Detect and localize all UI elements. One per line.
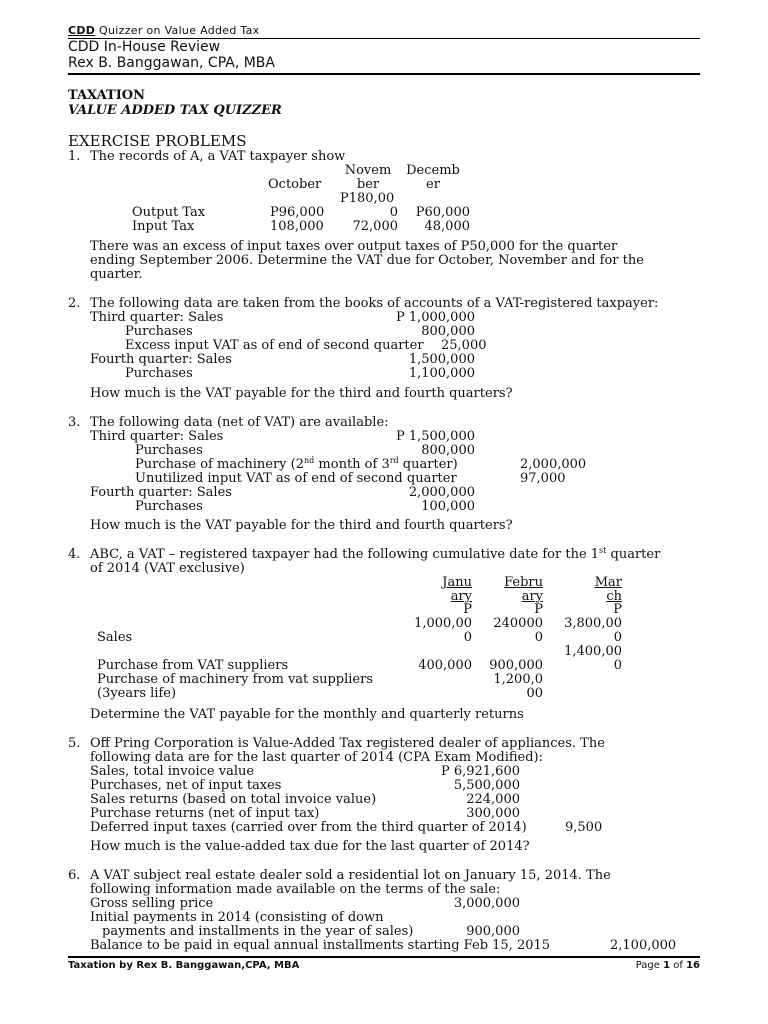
- header-brand: CDD: [68, 24, 96, 37]
- problem-question: Determine the VAT payable for the monthly and quarterly returns: [90, 707, 524, 722]
- col-header-january: Janu: [442, 575, 472, 590]
- cell-value: 0: [613, 658, 622, 673]
- row-label: Purchase of machinery from vat suppliers: [97, 672, 373, 687]
- superscript: st: [599, 546, 607, 555]
- col-header-february: Febru: [504, 575, 543, 590]
- problem-note: ending September 2006. Determine the VAT due for October, November and for the: [90, 253, 644, 268]
- row-label: Balance to be paid in equal annual installments starting Feb 15, 2015: [90, 938, 551, 953]
- row-label: Purchases, net of input taxes: [90, 778, 282, 793]
- row-label-part: quarter): [398, 457, 458, 472]
- cell-value: 400,000: [418, 658, 472, 673]
- row-label: Sales returns (based on total invoice value): [90, 792, 377, 807]
- problem-question: How much is the value-added tax due for the last quarter of 2014?: [90, 839, 530, 854]
- header-line-2: Rex B. Banggawan, CPA, MBA: [68, 55, 275, 71]
- cell-value: 97,000: [520, 471, 566, 486]
- header-rule-thick: [68, 73, 700, 75]
- cell-value: 1,000,00: [414, 616, 472, 631]
- cell-value: 9,500: [565, 820, 603, 835]
- row-label-part: month of 3: [314, 457, 390, 472]
- cell-value: 2,000,000: [408, 485, 475, 500]
- cell-value: 0: [389, 205, 398, 220]
- cell-value: 900,000: [466, 924, 520, 939]
- problem-note: quarter.: [90, 267, 143, 282]
- intro-part: ABC, a VAT – registered taxpayer had the following cumulative date for the 1: [90, 547, 600, 562]
- cell-value: 900,000: [489, 658, 543, 673]
- cell-value: P 6,921,600: [440, 764, 520, 779]
- row-label: Third quarter: Sales: [90, 429, 224, 444]
- cell-value: 1,400,00: [564, 644, 622, 659]
- problem-number: 5.: [68, 736, 81, 751]
- currency-symbol: P: [534, 602, 543, 617]
- cell-value: 3,800,00: [564, 616, 622, 631]
- col-header-march: Mar: [594, 575, 622, 590]
- cell-value: 25,000: [441, 338, 487, 353]
- row-label: Purchases: [135, 499, 203, 514]
- row-label: Output Tax: [132, 205, 206, 220]
- row-label: Gross selling price: [90, 896, 214, 911]
- row-label: payments and installments in the year of sales): [102, 924, 414, 939]
- row-label: Purchases: [125, 324, 193, 339]
- cell-value: 800,000: [421, 324, 475, 339]
- cell-value: 0: [534, 630, 543, 645]
- cell-value: 0: [613, 630, 622, 645]
- problem-intro: The following data (net of VAT) are available:: [90, 415, 389, 430]
- row-label: [135, 458, 458, 472]
- cell-value: 100,000: [421, 499, 475, 514]
- cell-value: P96,000: [270, 205, 325, 220]
- row-label: Purchase from VAT suppliers: [97, 658, 289, 673]
- page-number: [636, 960, 700, 971]
- problem-number: 3.: [68, 415, 81, 430]
- cell-value: 1,200,0: [493, 672, 543, 687]
- problem-intro: A VAT subject real estate dealer sold a residential lot on January 15, 2014. The: [90, 868, 611, 883]
- cell-value: 2,000,000: [520, 457, 587, 472]
- superscript: rd: [389, 456, 399, 465]
- col-header-november: Novem: [344, 163, 392, 178]
- problem-intro: The following data are taken from the books of accounts of a VAT-registered taxpayer:: [90, 296, 659, 311]
- row-label: Sales: [97, 630, 133, 645]
- row-label: Deferred input taxes (carried over from the third quarter of 2014): [90, 820, 527, 835]
- problem-intro: The records of A, a VAT taxpayer show: [90, 149, 346, 164]
- col-header-december: Decemb: [406, 163, 460, 178]
- cell-value: 72,000: [352, 219, 398, 234]
- running-header: [68, 24, 259, 37]
- header-line-1: CDD In-House Review: [68, 39, 221, 55]
- cell-value: 0: [463, 630, 472, 645]
- cell-value: 1,500,000: [408, 352, 475, 367]
- row-label: (3years life): [97, 686, 177, 701]
- col-header-november-2: ber: [356, 177, 380, 192]
- section-title: EXERCISE PROBLEMS: [68, 132, 247, 150]
- currency-symbol: P: [463, 602, 472, 617]
- row-label: Third quarter: Sales: [90, 310, 224, 325]
- cell-value: 5,500,000: [453, 778, 520, 793]
- col-header-february-2: ary: [521, 589, 543, 604]
- row-label: Unutilized input VAT as of end of second quarter: [135, 471, 457, 486]
- cell-value: P 1,000,000: [395, 310, 475, 325]
- cell-value: 3,000,000: [453, 896, 520, 911]
- row-label: Fourth quarter: Sales: [90, 352, 232, 367]
- row-label-part: Purchase of machinery (2: [135, 457, 304, 472]
- cell-value: 00: [526, 686, 543, 701]
- footer-rule: [68, 956, 700, 958]
- cell-value: 300,000: [466, 806, 520, 821]
- problem-number: 4.: [68, 547, 81, 562]
- cell-value: P60,000: [415, 205, 470, 220]
- page-total: 16: [686, 960, 700, 971]
- row-label: Initial payments in 2014 (consisting of down: [90, 910, 384, 925]
- problem-question: How much is the VAT payable for the third and fourth quarters?: [90, 518, 513, 533]
- problem-intro: following information made available on the terms of the sale:: [90, 882, 501, 897]
- cell-value: P180,00: [340, 191, 395, 206]
- problem-question: How much is the VAT payable for the third and fourth quarters?: [90, 386, 513, 401]
- problem-number: 2.: [68, 296, 81, 311]
- row-label: Purchases: [125, 366, 193, 381]
- cell-value: 224,000: [466, 792, 520, 807]
- problem-intro: following data are for the last quarter of 2014 (CPA Exam Modified):: [90, 750, 543, 765]
- intro-part: quarter: [606, 547, 661, 562]
- superscript: nd: [304, 456, 315, 465]
- quizzer-title: VALUE ADDED TAX QUIZZER: [68, 103, 282, 118]
- row-label: Excess input VAT as of end of second quarter: [125, 338, 424, 353]
- problem-number: 6.: [68, 868, 81, 883]
- cell-value: 48,000: [424, 219, 470, 234]
- page-current: 1: [663, 960, 671, 971]
- page-word: Page: [635, 960, 664, 971]
- cell-value: 800,000: [421, 443, 475, 458]
- page-of: of: [670, 960, 687, 971]
- problem-note: There was an excess of input taxes over output taxes of P50,000 for the quarter: [90, 239, 618, 254]
- problem-intro: [90, 548, 660, 562]
- cell-value: 108,000: [270, 219, 324, 234]
- row-label: Fourth quarter: Sales: [90, 485, 232, 500]
- problem-intro: of 2014 (VAT exclusive): [90, 561, 245, 576]
- col-header-january-2: ary: [450, 589, 472, 604]
- cell-value: P 1,500,000: [395, 429, 475, 444]
- col-header-march-2: ch: [606, 589, 622, 604]
- row-label: Sales, total invoice value: [90, 764, 255, 779]
- col-header-october: October: [268, 177, 322, 192]
- row-label: Input Tax: [132, 219, 195, 234]
- cell-value: 1,100,000: [408, 366, 475, 381]
- problem-number: 1.: [68, 149, 81, 164]
- cell-value: 240000: [493, 616, 543, 631]
- footer-left: Taxation by Rex B. Banggawan,CPA, MBA: [68, 960, 300, 971]
- row-label: Purchases: [135, 443, 203, 458]
- currency-symbol: P: [613, 602, 622, 617]
- col-header-december-2: er: [426, 177, 440, 192]
- header-title: Quizzer on Value Added Tax: [95, 24, 260, 37]
- problem-intro: Off Pring Corporation is Value-Added Tax registered dealer of appliances. The: [90, 736, 605, 751]
- subject-title: TAXATION: [68, 88, 146, 103]
- cell-value: 2,100,000: [610, 938, 677, 953]
- row-label: Purchase returns (net of input tax): [90, 806, 320, 821]
